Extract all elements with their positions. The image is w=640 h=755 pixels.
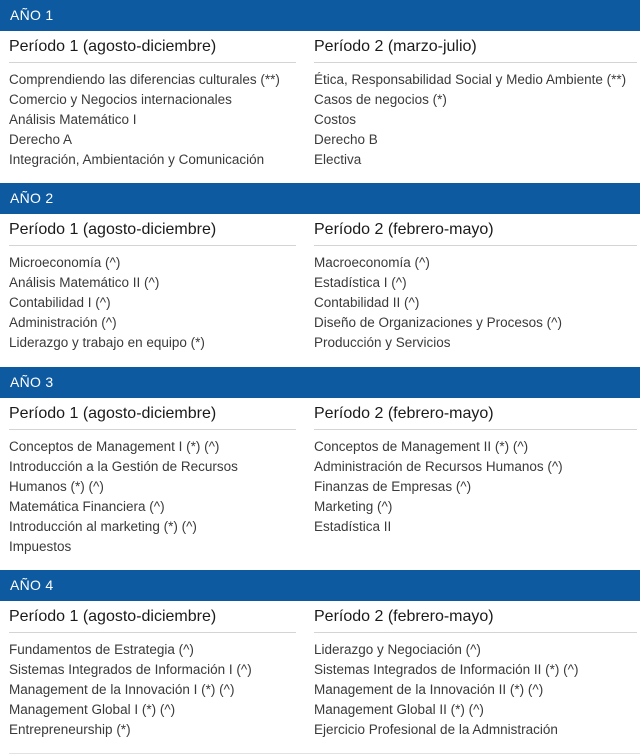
period-column (314, 31, 637, 170)
course-item: Management de la Innovación I (*) (^) (9, 682, 235, 697)
year-header[interactable]: AÑO 2 (0, 183, 640, 214)
course-item: Management de la Innovación II (*) (^) (314, 682, 544, 697)
year-header[interactable]: AÑO 3 (0, 367, 640, 398)
year-section-1 (0, 0, 640, 183)
course-item: Conceptos de Management II (*) (^) (314, 439, 529, 454)
course-list (314, 430, 637, 537)
course-item: Diseño de Organizaciones y Procesos (^) (314, 315, 562, 330)
course-list (9, 430, 296, 557)
course-item: Administración (^) (9, 315, 117, 330)
course-item: Ejercicio Profesional de la Admnistración (314, 722, 558, 737)
course-item: Estadística II (314, 519, 392, 534)
course-item: Producción y Servicios (314, 335, 451, 350)
period-title: Período 2 (febrero-mayo) (314, 399, 637, 430)
period-title: Período 2 (febrero-mayo) (314, 602, 637, 633)
course-list (314, 63, 637, 170)
period-title: Período 1 (agosto-diciembre) (9, 215, 296, 246)
course-item: Marketing (^) (314, 499, 393, 514)
period-title: Período 2 (marzo-julio) (314, 32, 637, 63)
course-item: Estadística I (^) (314, 275, 407, 290)
course-item: Sistemas Integrados de Información I (^) (9, 662, 252, 677)
course-item: Integración, Ambientación y Comunicación (9, 152, 265, 167)
course-item: Análisis Matemático I (9, 112, 137, 127)
periods-row (0, 214, 640, 353)
course-item: Fundamentos de Estrategia (^) (9, 642, 194, 657)
course-list (9, 63, 296, 170)
course-item: Management Global II (*) (^) (314, 702, 484, 717)
period-column (9, 398, 296, 557)
course-item: Conceptos de Management I (*) (^) (9, 439, 220, 454)
year-section-4 (0, 570, 640, 755)
year-section-3 (0, 367, 640, 570)
course-item: Introducción al marketing (*) (^) (9, 519, 197, 534)
period-column (9, 214, 296, 353)
period-title: Período 1 (agosto-diciembre) (9, 602, 296, 633)
course-item: Macroeconomía (^) (314, 255, 430, 270)
course-item: Ética, Responsabilidad Social y Medio Ambiente (**) (314, 72, 627, 87)
periods-row (0, 398, 640, 557)
course-item: Management Global I (*) (^) (9, 702, 176, 717)
course-item: Liderazgo y trabajo en equipo (*) (9, 335, 205, 350)
period-column (314, 398, 637, 557)
year-section-2 (0, 183, 640, 367)
course-item: Casos de negocios (*) (314, 92, 447, 107)
course-item: Análisis Matemático II (^) (9, 275, 160, 290)
period-column (9, 31, 296, 170)
course-item: Derecho B (314, 132, 378, 147)
period-title: Período 1 (agosto-diciembre) (9, 399, 296, 430)
course-item: Entrepreneurship (*) (9, 722, 131, 737)
course-item: Finanzas de Empresas (^) (314, 479, 472, 494)
course-item: Sistemas Integrados de Información II (*) (^) (314, 662, 579, 677)
course-item: Costos (314, 112, 357, 127)
periods-row (0, 601, 640, 740)
course-list (314, 246, 637, 353)
course-item: Contabilidad I (^) (9, 295, 111, 310)
course-item: Microeconomía (^) (9, 255, 121, 270)
course-list (9, 246, 296, 353)
period-title: Período 2 (febrero-mayo) (314, 215, 637, 246)
course-item: Electiva (314, 152, 362, 167)
course-item: Introducción a la Gestión de Recursos Humanos (*) (^) (9, 459, 238, 494)
period-title: Período 1 (agosto-diciembre) (9, 32, 296, 63)
course-item: Contabilidad II (^) (314, 295, 420, 310)
course-item: Comercio y Negocios internacionales (9, 92, 232, 107)
bottom-divider (9, 753, 640, 754)
course-item: Liderazgo y Negociación (^) (314, 642, 481, 657)
course-item: Administración de Recursos Humanos (^) (314, 459, 563, 474)
course-item: Impuestos (9, 539, 72, 554)
periods-row (0, 31, 640, 170)
period-column (314, 601, 637, 740)
period-column (9, 601, 296, 740)
course-item: Matemática Financiera (^) (9, 499, 165, 514)
year-header[interactable]: AÑO 4 (0, 570, 640, 601)
course-list (314, 633, 637, 740)
course-item: Derecho A (9, 132, 73, 147)
period-column (314, 214, 637, 353)
course-item: Comprendiendo las diferencias culturales (**) (9, 72, 280, 87)
course-list (9, 633, 296, 740)
year-header[interactable]: AÑO 1 (0, 0, 640, 31)
